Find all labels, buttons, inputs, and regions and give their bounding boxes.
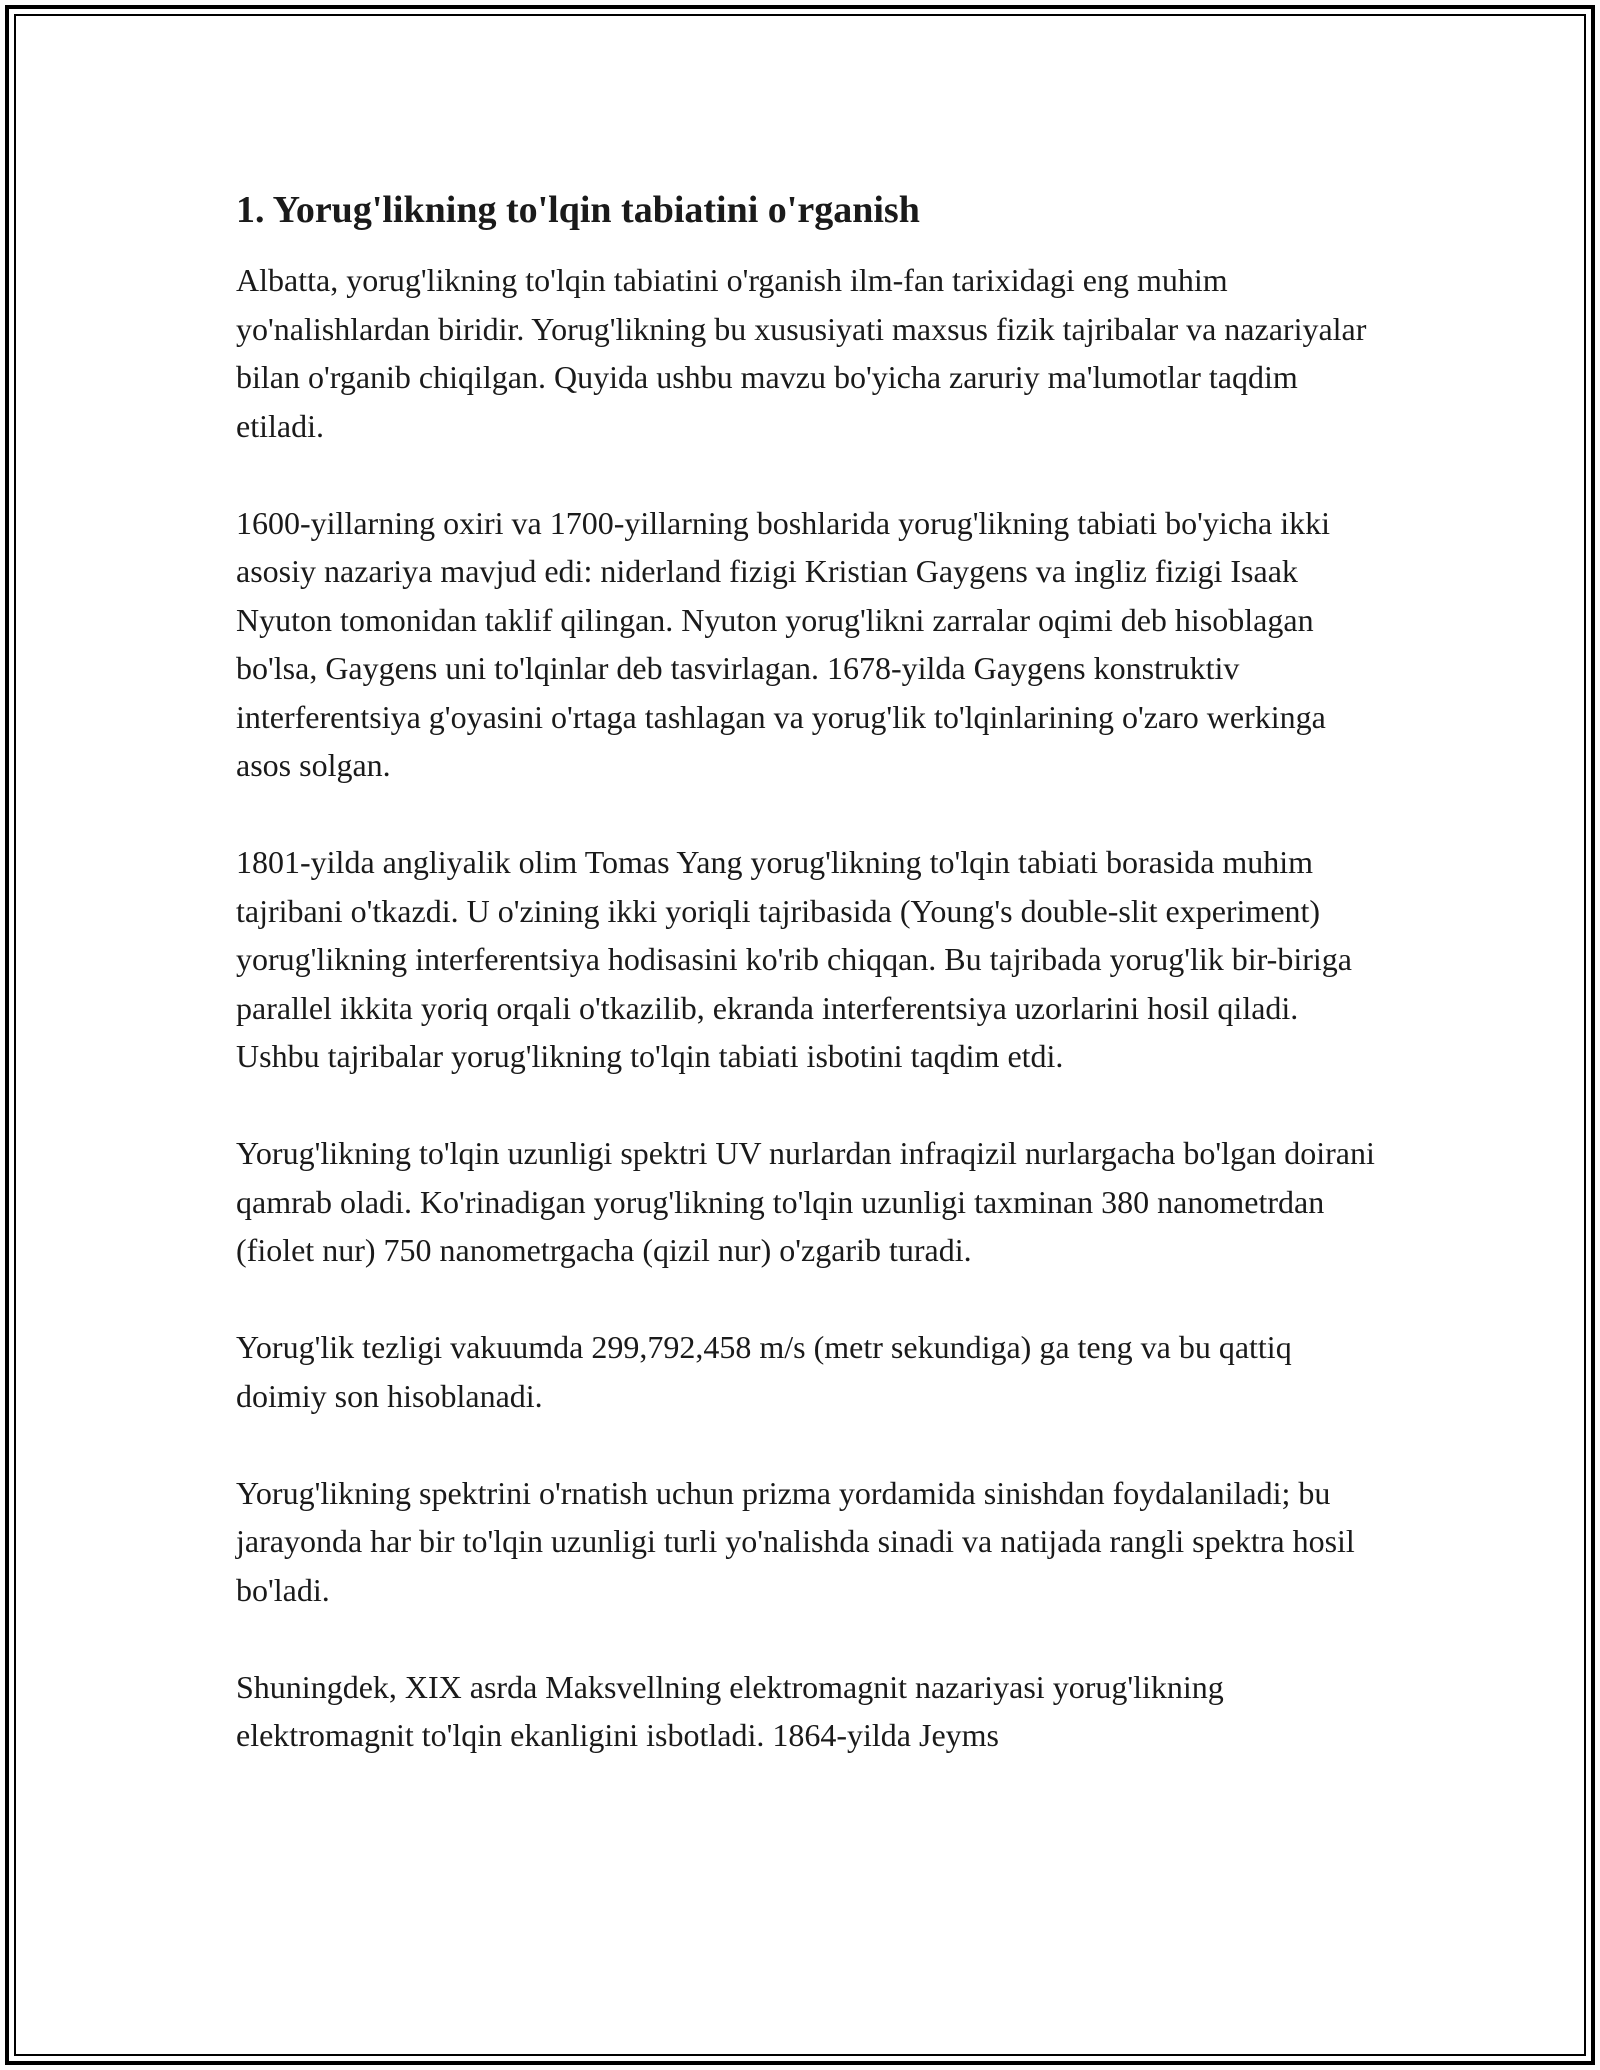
paragraph-intro: Albatta, yorug'likning to'lqin tabiatini o'rganish ilm-fan tarixidagi eng muhim yo'nalishlardan biridir. Yorug'likning bu xususiyati maxsus fizik tajribalar va nazariyalar bilan o'rganib chiqilgan. Quyida ushbu mavzu bo'yicha zaruriy ma'lumotlar taqdim etiladi. — [236, 262, 1367, 444]
paragraph-wavelength: Yorug'likning to'lqin uzunligi spektri UV nurlardan infraqizil nurlargacha bo'lgan doirani qamrab oladi. Ko'rinadigan yorug'likning to'lqin uzunligi taxminan 380 nanometrdan (fiolet nur) 750 nanometrgacha (qizil nur) o'zgarib turadi. — [236, 1135, 1375, 1268]
paragraph-maxwell: Shuningdek, XIX asrda Maksvellning elektromagnit nazariyasi yorug'likning elektromagnit to'lqin ekanligini isbotladi. 1864-yilda Jeyms — [236, 1668, 1224, 1753]
paragraph-young-experiment: 1801-yilda angliyalik olim Tomas Yang yorug'likning to'lqin tabiati borasida muhim tajribani o'tkazdi. U o'zining ikki yoriqli tajribasida (Young's double-slit experiment) yorug'likning interferentsiya hodisasini ko'rib chiqqan. Bu tajribada yorug'lik bir-biriga parallel ikkita yoriq orqali o'tkazilib, ekranda interferentsiya uzorlarini hosil qiladi. Ushbu tajribalar yorug'likning to'lqin tabiati isbotini taqdim etdi. — [236, 844, 1352, 1074]
document-body — [236, 186, 1376, 1760]
section-heading: 1. Yorug'likning to'lqin tabiatini o'rganish — [236, 189, 920, 231]
paragraph-prism: Yorug'likning spektrini o'rnatish uchun prizma yordamida sinishdan foydalaniladi; bu jarayonda har bir to'lqin uzunligi turli yo'nalishda sinadi va natijada rangli spektra hosil bo'ladi. — [236, 1474, 1355, 1608]
paragraph-history: 1600-yillarning oxiri va 1700-yillarning boshlarida yorug'likning tabiati bo'yicha ikki asosiy nazariya mavjud edi: niderland fizigi Kristian Gaygens va ingliz fizigi Isaak Nyuton tomonidan taklif qilingan. Nyuton yorug'likni zarralar oqimi deb hisoblagan bo'lsa, Gaygens uni to'lqinlar deb tasvirlagan. 1678-yilda Gaygens konstruktiv interferentsiya g'oyasini o'rtaga tashlagan va yorug'lik to'lqinlarining o'zaro werkinga asos solgan. — [236, 504, 1330, 783]
paragraph-light-speed: Yorug'lik tezligi vakuumda 299,792,458 m/s (metr sekundiga) ga teng va bu qattiq doimiy son hisoblanadi. — [236, 1329, 1292, 1414]
